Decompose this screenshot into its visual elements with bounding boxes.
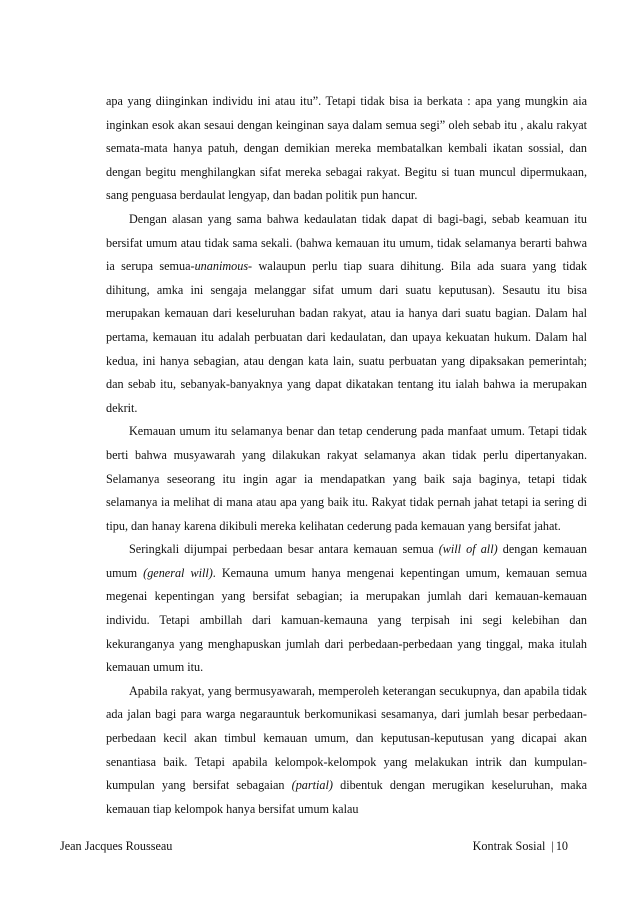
footer-title: Kontrak Sosial — [472, 839, 546, 853]
paragraph-text: Seringkali dijumpai perbedaan besar antara kemauan semua — [129, 542, 439, 557]
footer-author: Jean Jacques Rousseau — [60, 839, 173, 853]
paragraph — [106, 208, 587, 420]
paragraph-text: Apabila rakyat, yang bermusyawarah, memperoleh keterangan secukupnya, dan apabila tidak ada jalan bagi para warga negarauntuk berkomunikasi sesamanya, dari jumlah besar perbedaan-perbedaan kecil akan timbul kemauan umum, dan keputusan-keputusan yang dicapai akan senantiasa baik. Tetapi apabila kelompok-kelompok yang melakukan intrik dan kumpulan-kumpulan yang bersifat sebagaian — [106, 683, 587, 793]
italic-term: unanimous- — [194, 259, 253, 274]
paragraph-text: apa yang diinginkan individu ini atau itu”. Tetapi tidak bisa ia berkata : apa yang mungkin aia inginkan esok akan sesaui dengan keinginan saya dalam semua segi” oleh sebab itu , akalu rakyat semata-mata hanya patuh, dengan demikian mereka membatalkan kembali ikatan sossial, dan dengan begitu menghilangkan sifat mereka sebagai rakyat. Begitu si tuan muncul dipermukaan, sang penguasa berdaulat lengyap, dan badan politik pun hancur. — [106, 94, 587, 203]
paragraph-text: Kemauan umum itu selamanya benar dan tetap cenderung pada manfaat umum. Tetapi tidak berti bahwa musyawarah yang dilakukan rakyat selamanya akan tidak perlu dipertanyakan. Selamanya seseorang itu ingin agar ia mendapatkan yang baik saja baginya, tetapi tidak selamanya ia melihat di mana atau apa yang baik itu. Rakyat tidak pernah jahat tetapi ia sering di tipu, dan hanay karena dikibuli mereka kelihatan cederung pada kemauan yang bersifat jahat. — [106, 424, 587, 533]
paragraph-text: walaupun perlu tiap suara dihitung. Bila ada suara yang tidak dihitung, amka ini sengaja melanggar sifat umum dari suatu keputusan). Sesautu itu bisa merupakan kemauan dari keseluruhan badan rakyat, atau ia hanya dari suatu bagian. Dalam hal pertama, kemauan itu adalah perbuatan dari kedaulatan, dan upaya kekuatan hukum. Dalam hal kedua, ini hanya sebagian, atau dengan kata lain, suatu perbuatan yang dipaksakan pemerintah; dan sebab itu, sebanyak-banyaknya yang dapat dikatakan tentang itu ialah bahwa ia merupakan dekrit. — [106, 259, 587, 415]
paragraph-text: dengan kemauan umum — [106, 542, 588, 580]
paragraph-text: . Kemauna umum hanya mengenai kepentingan umum, kemauan semua megenai kepentingan yang bersifat sebagian; ia merupakan jumlah dari kemauan-kemauan individu. Tetapi ambillah dari kamuan-kemauna yang terpisah ini segi kelebihan dan kekuranganya yang menghapuskan jumlah dari perbedaan-perbedaan yang tinggal, maka itulah kemauan umum itu. — [106, 565, 588, 675]
footer-separator: | — [551, 839, 554, 853]
paragraph — [106, 680, 587, 822]
paragraph-text: dibentuk dengan merugikan keseluruhan, maka kemauan tiap kelompok hanya bersifat umum kalau — [106, 778, 587, 816]
paragraph — [106, 538, 587, 680]
paragraph — [106, 420, 587, 538]
body-text — [106, 90, 587, 821]
italic-term: (will of all) — [438, 542, 498, 557]
paragraph-text: Dengan alasan yang sama bahwa kedaulatan tidak dapat di bagi-bagi, sebab keamuan itu bersifat umum atau tidak sama sekali. (bahwa kemauan itu umum, tidak selamanya berarti bahwa ia serupa semua- — [106, 211, 587, 274]
footer-title-page — [473, 838, 568, 854]
paragraph — [106, 90, 587, 208]
italic-term: (partial) — [291, 778, 333, 793]
italic-term: (general will) — [143, 565, 213, 580]
page-number: 10 — [555, 839, 568, 853]
